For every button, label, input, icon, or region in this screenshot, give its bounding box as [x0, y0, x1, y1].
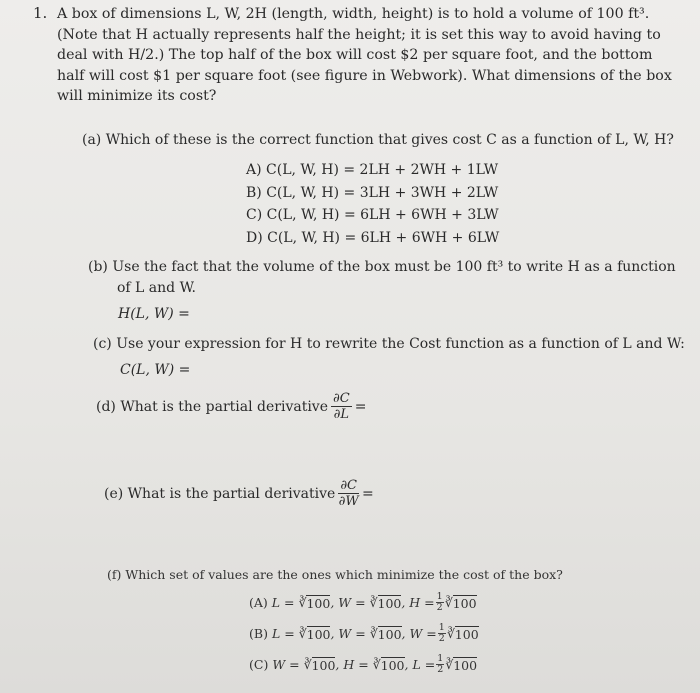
partial-c-over-w-fraction — [338, 478, 359, 509]
fraction-numerator: 1 — [437, 653, 444, 664]
radicand: 100 — [306, 595, 331, 611]
option-label: (C) — [249, 657, 269, 672]
part-d-prefix: (d) What is the partial derivative — [96, 398, 329, 415]
intro-line: (Note that H actually represents half the height; it is set this way to avoid having to — [57, 26, 661, 43]
part-d-question — [96, 391, 366, 422]
partial-c-over-l-fraction — [331, 391, 352, 422]
half-fraction — [436, 592, 444, 613]
intro-line: deal with H/2.) The top half of the box will cost $2 per square foot, and the bottom — [57, 47, 653, 63]
option-text: , L = — [404, 657, 436, 672]
option-text: ∛ — [444, 595, 453, 610]
equals-sign[interactable]: = — [362, 485, 374, 502]
part-f-question: (f) Which set of values are the ones which minimize the cost of the box? — [107, 567, 563, 582]
fraction-denominator: ∂W — [338, 494, 359, 509]
option-text: ∛ — [446, 626, 455, 641]
option-text: , W = — [401, 626, 437, 641]
radicand: 100 — [452, 595, 477, 611]
fraction-numerator: ∂C — [333, 391, 350, 406]
intro-line: will minimize its cost? — [57, 88, 217, 104]
problem-intro — [57, 4, 672, 107]
radicand: 100 — [306, 626, 331, 642]
equals-sign[interactable]: = — [354, 398, 367, 415]
option-label: (B) — [249, 626, 268, 641]
half-fraction — [436, 654, 444, 675]
part-e-question — [104, 478, 374, 509]
part-f-option-b[interactable] — [249, 623, 479, 644]
fraction-numerator: 1 — [436, 591, 443, 602]
fraction-numerator: ∂C — [340, 478, 357, 493]
radicand: 100 — [453, 657, 478, 673]
part-a-option-b[interactable]: B) C(L, W, H) = 3LH + 3WH + 2LW — [246, 185, 499, 201]
option-text: L = ∛ — [271, 626, 307, 641]
option-text: W = ∛ — [272, 657, 312, 672]
option-text: , H = — [401, 595, 435, 610]
radicand: 100 — [454, 626, 479, 642]
part-a-option-a[interactable]: A) C(L, W, H) = 2LH + 2WH + 1LW — [246, 162, 499, 178]
part-a-option-c[interactable]: C) C(L, W, H) = 6LH + 6WH + 3LW — [246, 207, 499, 223]
part-c-question: (c) Use your expression for H to rewrite the Cost function as a function of L and W: — [93, 336, 685, 352]
fraction-numerator: 1 — [438, 622, 445, 633]
part-c-answer-label[interactable]: C(L, W) = — [120, 362, 191, 378]
part-a-question: (a) Which of these is the correct function that gives cost C as a function of L, W, H? — [82, 132, 674, 148]
option-label: (A) — [249, 595, 268, 610]
half-fraction — [438, 623, 446, 644]
intro-line: half will cost $1 per square foot (see figure in Webwork). What dimensions of the box — [57, 67, 672, 84]
radicand: 100 — [377, 626, 402, 642]
part-f-option-c[interactable] — [249, 654, 477, 675]
radicand: 100 — [377, 595, 402, 611]
fraction-denominator: 2 — [438, 633, 445, 644]
intro-line: A box of dimensions L, W, 2H (length, width, height) is to hold a volume of 100 ft³. — [57, 6, 650, 22]
radicand: 100 — [380, 657, 405, 673]
part-b-answer-label[interactable]: H(L, W) = — [118, 306, 190, 322]
fraction-denominator: 2 — [436, 602, 443, 613]
fraction-denominator: 2 — [437, 664, 444, 675]
fraction-denominator: ∂L — [333, 407, 350, 422]
option-text: , W = ∛ — [330, 595, 378, 610]
radicand: 100 — [311, 657, 336, 673]
option-text: , W = ∛ — [330, 626, 378, 641]
part-f-option-a[interactable] — [249, 592, 477, 613]
problem-number: 1. — [33, 4, 48, 22]
part-b-question-cont: of L and W. — [117, 280, 196, 296]
option-text: L = ∛ — [271, 595, 307, 610]
option-text: , H = ∛ — [335, 657, 381, 672]
option-text: ∛ — [445, 657, 454, 672]
part-b-question: (b) Use the fact that the volume of the box must be 100 ft³ to write H as a function — [88, 259, 676, 275]
part-e-prefix: (e) What is the partial derivative — [104, 485, 336, 502]
part-a-option-d[interactable]: D) C(L, W, H) = 6LH + 6WH + 6LW — [246, 230, 500, 246]
